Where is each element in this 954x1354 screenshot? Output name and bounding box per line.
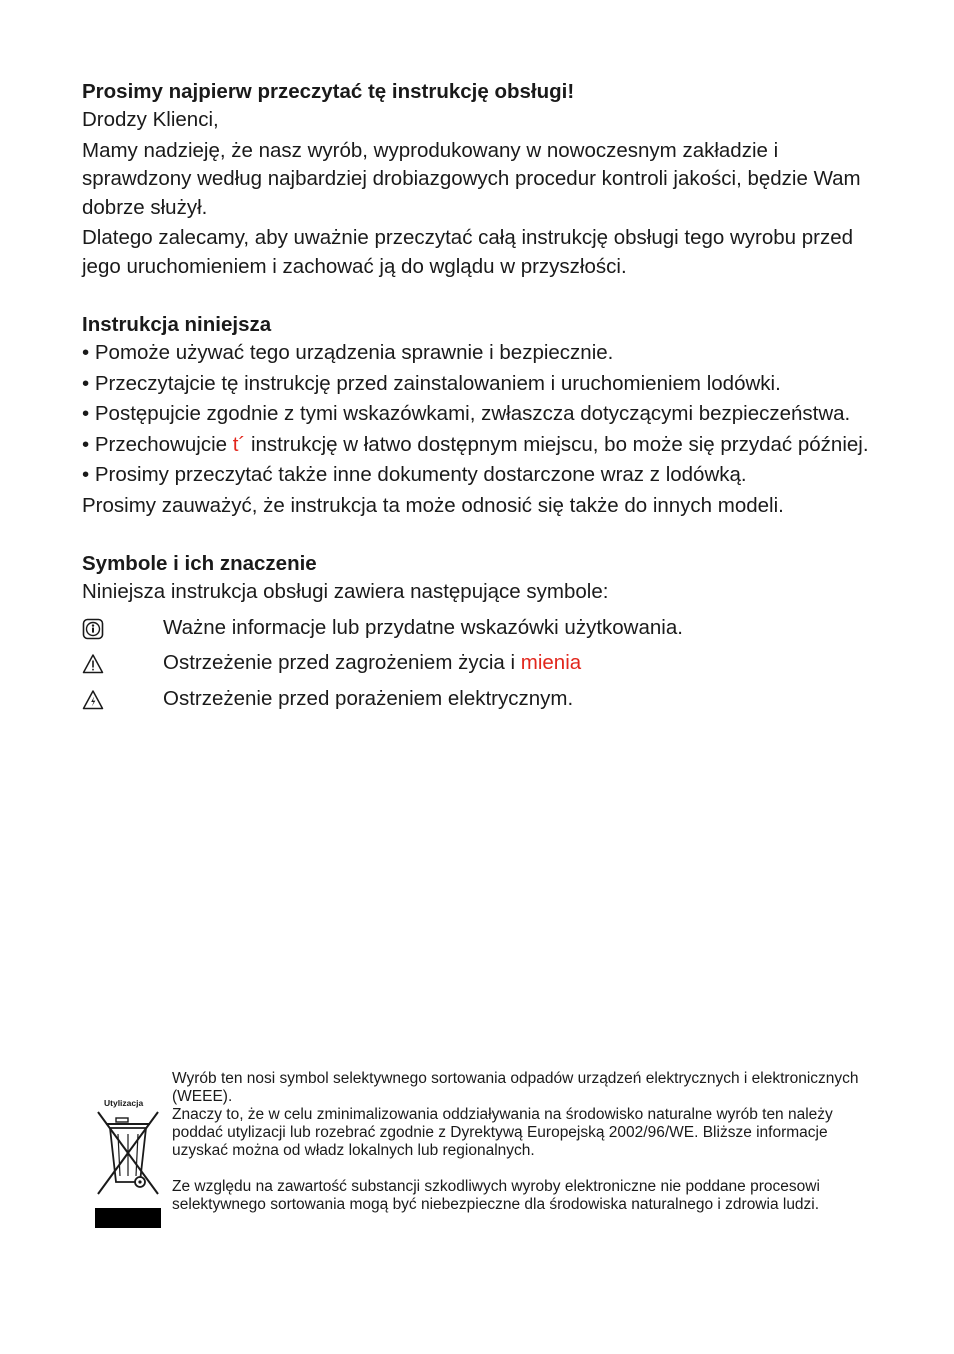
instructions-heading: Instrukcja niniejsza: [82, 313, 272, 336]
instruction-bullet: • Pomoże używać tego urządzenia sprawnie i bezpiecznie.: [82, 341, 614, 364]
symbol-row-info: [82, 614, 882, 643]
symbol-warning-text: [163, 651, 581, 674]
weee-logo: [92, 1082, 164, 1218]
weee-section: [92, 1070, 872, 1245]
intro-section: [82, 78, 882, 281]
greeting: Drodzy Klienci,: [82, 108, 219, 131]
intro-heading: Prosimy najpierw przeczytać tę instrukcję obsługi!: [82, 80, 575, 103]
info-icon: [82, 618, 104, 640]
instruction-bullet-pre: • Przechowujcie: [82, 432, 233, 456]
weee-paragraph-1-line-1: Wyrób ten nosi symbol selektywnego sortowania odpadów urządzeń elektrycznych i elektronicznych (WEEE).: [172, 1070, 859, 1105]
instructions-section: [82, 311, 882, 520]
symbols-intro: Niniejsza instrukcja obsługi zawiera następujące symbole:: [82, 580, 609, 603]
weee-black-bar: [95, 1208, 161, 1228]
symbol-info-text: Ważne informacje lub przydatne wskazówki użytkowania.: [163, 615, 683, 639]
weee-text: [172, 1070, 872, 1214]
symbol-electric-text: Ostrzeżenie przed porażeniem elektrycznym.: [163, 686, 574, 710]
instructions-note: Prosimy zauważyć, że instrukcja ta może odnosić się także do innych modeli.: [82, 493, 784, 517]
crossed-bin-icon: [92, 1106, 164, 1216]
instruction-bullet: • Przeczytajcie tę instrukcję przed zainstalowaniem i uruchomieniem lodówki.: [82, 371, 781, 395]
warning-triangle-icon: [82, 653, 104, 675]
symbol-row-electric: [82, 685, 882, 714]
symbol-warning-text-red: mienia: [520, 651, 582, 674]
weee-paragraph-1: [172, 1070, 872, 1160]
symbol-row-warning: [82, 649, 882, 678]
symbols-heading: Symbole i ich znaczenie: [82, 552, 317, 575]
manual-page: [82, 78, 882, 713]
instruction-bullet: • Postępujcie zgodnie z tymi wskazówkami, zwłaszcza dotyczącymi bezpieczeństwa.: [82, 402, 851, 425]
electric-warning-icon: [82, 689, 104, 711]
weee-paragraph-2: Ze względu na zawartość substancji szkodliwych wyroby elektroniczne nie poddane procesowi selektywnego sortowania mogą być niebezpieczne dla środowiska naturalnego i zdrowia ludzi.: [172, 1178, 820, 1213]
instruction-bullet-post: instrukcję w łatwo dostępnym miejscu, bo może się przydać później.: [245, 432, 869, 456]
symbols-section: [82, 550, 882, 713]
weee-paragraph-1-line-2: Znaczy to, że w celu zminimalizowania oddziaływania na środowisko naturalne wyrób ten należy poddać utylizacji lub rozebrać zgodnie z Dyrektywą Europejską 2002/96/WE. Bliższe informacje uzyskać można od władz lokalnych lub regionalnych.: [172, 1106, 833, 1159]
symbol-warning-text-pre: Ostrzeżenie przed zagrożeniem życia i: [163, 651, 521, 674]
instruction-bullet-red-text: t´: [232, 432, 246, 456]
intro-paragraph-2: Dlatego zalecamy, aby uważnie przeczytać całą instrukcję obsługi tego wyrobu przed jego uruchomieniem i zachować ją do wglądu w przyszłości.: [82, 226, 854, 278]
instruction-bullet: • Prosimy przeczytać także inne dokumenty dostarczone wraz z lodówką.: [82, 463, 747, 486]
intro-paragraph-1: Mamy nadzieję, że nasz wyrób, wyprodukowany w nowoczesnym zakładzie i sprawdzony według najbardziej drobiazgowych procedur kontroli jakości, będzie Wam dobrze służył.: [82, 138, 861, 219]
instruction-bullet: [82, 431, 882, 460]
weee-logo-caption: Utylizacja: [104, 1098, 144, 1108]
